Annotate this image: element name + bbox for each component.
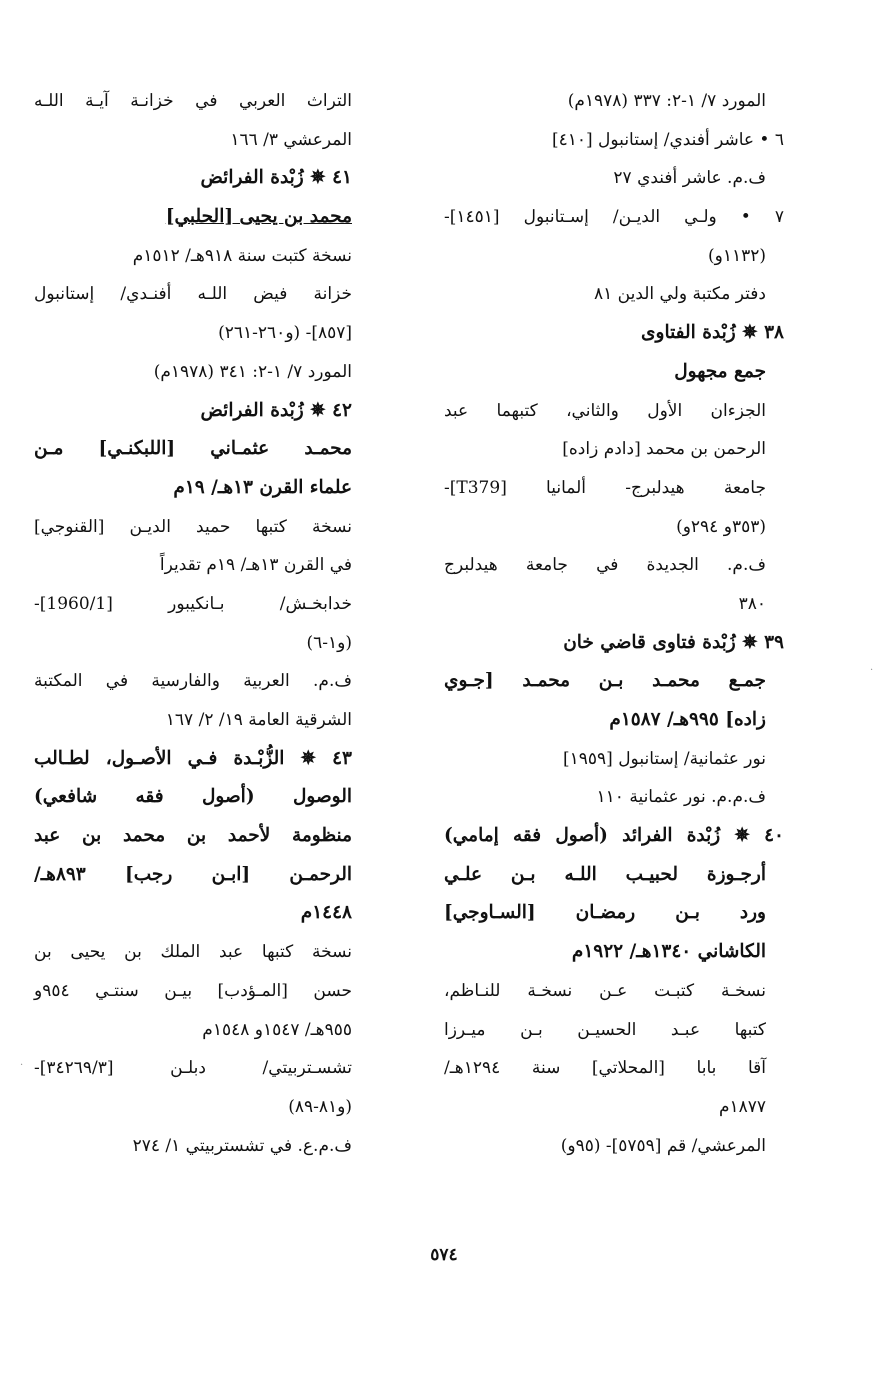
text-line: المورد ٧/ ١-٢: ٣٣٧ (١٩٧٨م) — [567, 91, 766, 111]
text-line: التراث العربي في خزانـة آيـة اللـه — [34, 91, 352, 111]
text-line: كتبها عبـد الحسيـن بـن ميـرزا — [444, 1019, 766, 1040]
text-line: نسخـة كتبـت عـن نسخـة للنـاظم، — [444, 980, 766, 1001]
entry-heading-line: ١٤٤٨م — [300, 902, 352, 924]
text-line: المرعشي ٣/ ١٦٦ — [230, 129, 352, 150]
entry-heading-line: جمع مجهول — [674, 360, 766, 382]
text-line: في القرن ١٣هـ/ ١٩م تقديراً — [159, 555, 352, 576]
entry-heading-line: منظومة لأحمد بن محمد بن عبد — [34, 825, 352, 847]
entry-heading-line: محمد بن يحيى [الحلبي] — [165, 206, 352, 228]
text-line: ف.م. الجديدة في جامعة هيدلبرج — [444, 555, 766, 576]
entry-heading-line: ٤٢ ✵ زُبْدة الفرائض — [200, 399, 352, 421]
entry-heading-line: ورد بـن رمضـان [السـاوجي] — [444, 902, 766, 924]
entry-heading-line: ٤٠ ✵ زُبْدة الفرائد (أصول فقه إمامي) — [444, 825, 784, 847]
text-line: ف.م. العربية والفارسية في المكتبة — [34, 671, 352, 692]
entry-heading-line: ٤٣ ✵ الزُّبْـدة فـي الأصـول، لطـالب — [34, 747, 352, 769]
entry-heading-line: ٤١ ✵ زُبْدة الفرائض — [200, 167, 352, 189]
entry-heading-line: جمـع محمـد بـن محمـد [جـوي — [444, 670, 766, 692]
entry-heading-line: الرحمـن [ابـن رجب] ٨٩٣هـ/ — [34, 863, 352, 885]
text-line: ٩٥٥هـ/ ١٥٤٧و ١٥٤٨م — [202, 1019, 352, 1040]
text-line: المورد ٧/ ١-٢: ٣٤١ (١٩٧٨م) — [153, 361, 352, 382]
text-line: ٧ • ولـي الديـن/ إسـتانبول [١٤٥١]- — [444, 207, 784, 228]
text-line: ف.م. عاشر أفندي ٢٧ — [613, 168, 766, 189]
text-line: دفتر مكتبة ولي الدين ٨١ — [593, 284, 766, 305]
text-line: المرعشي/ قم [٥٧٥٩]- (٩٥و) — [560, 1135, 766, 1156]
page-number: ٥٧٤ — [430, 1245, 458, 1265]
text-line: الرحمن بن محمد [دادم زاده] — [562, 439, 766, 460]
text-line: ف.م.م. نور عثمانية ١١٠ — [596, 787, 766, 808]
text-line: [٨٥٧]- (و٢٦٠-٢٦١) — [218, 323, 352, 344]
entry-heading-line: علماء القرن ١٣هـ/ ١٩م — [173, 476, 352, 498]
text-line: نسخة كتبت سنة ٩١٨هـ/ ١٥١٢م — [132, 245, 352, 266]
text-line: ف.م.ع. في تشستربيتي ١/ ٢٧٤ — [132, 1135, 352, 1156]
text-line: ٦ • عاشر أفندي/ إستانبول [٤١٠] — [551, 129, 784, 150]
text-line: نور عثمانية/ إستانبول [١٩٥٩] — [563, 748, 766, 769]
entry-heading-line: زاده] ٩٩٥هـ/ ١٥٨٧م — [609, 709, 766, 730]
text-line: (و١-٦) — [306, 632, 352, 653]
entry-heading-line: أرجـوزة لحبيـب اللـه بـن علـي — [444, 863, 766, 885]
entry-heading-line: محمـد عثمـاني [اللبكنـي] مـن — [34, 438, 352, 460]
entry-heading-line: الكاشاني ١٣٤٠هـ/ ١٩٢٢م — [571, 941, 766, 963]
text-line: نسخة كتبها عبد الملك بن يحيى بن — [34, 942, 352, 963]
text-line: الشرقية العامة ١٩/ ٢/ ١٦٧ — [165, 710, 352, 730]
scan-mark: · — [20, 1060, 24, 1071]
text-line: خدابخـش/ بـانكيبور [1960/1]- — [34, 593, 352, 614]
entry-heading-line: ٣٩ ✵ زُبْدة فتاوى قاضي خان — [563, 631, 784, 653]
entry-heading-line: الوصول (أصول فقه شافعي) — [34, 786, 352, 808]
left-column — [34, 82, 352, 1165]
text-line: (و٨١-٨٩) — [288, 1096, 352, 1117]
text-line: ١٨٧٧م — [718, 1096, 766, 1117]
text-line: خزانة فيض اللـه أفنـدي/ إستانبول — [34, 284, 352, 305]
right-column — [444, 82, 784, 1165]
entry-heading-line: ٣٨ ✵ زُبْدة الفتاوى — [641, 322, 784, 344]
text-line: الجزءان الأول والثاني، كتبهما عبد — [444, 400, 766, 421]
scan-mark: · — [870, 665, 874, 676]
text-line: (١١٣٢و) — [707, 245, 766, 266]
text-line: نسخة كتبها حميد الديـن [القنوجي] — [34, 516, 352, 537]
text-line: تشسـتربيتي/ دبلـن [٣٤٢٦٩/٣]- — [34, 1058, 352, 1079]
text-line: آقا بابا [المحلاتي] سنة ١٢٩٤هـ/ — [444, 1058, 766, 1079]
text-line: (٣٥٣و ٢٩٤و) — [676, 516, 766, 537]
text-line: جامعة هيدلبرج- ألمانيا [T379]- — [444, 477, 766, 498]
text-line: حسن [المـؤدب] بيـن سنتـي ٩٥٤و — [34, 980, 352, 1001]
text-line: ٣٨٠ — [738, 593, 766, 614]
